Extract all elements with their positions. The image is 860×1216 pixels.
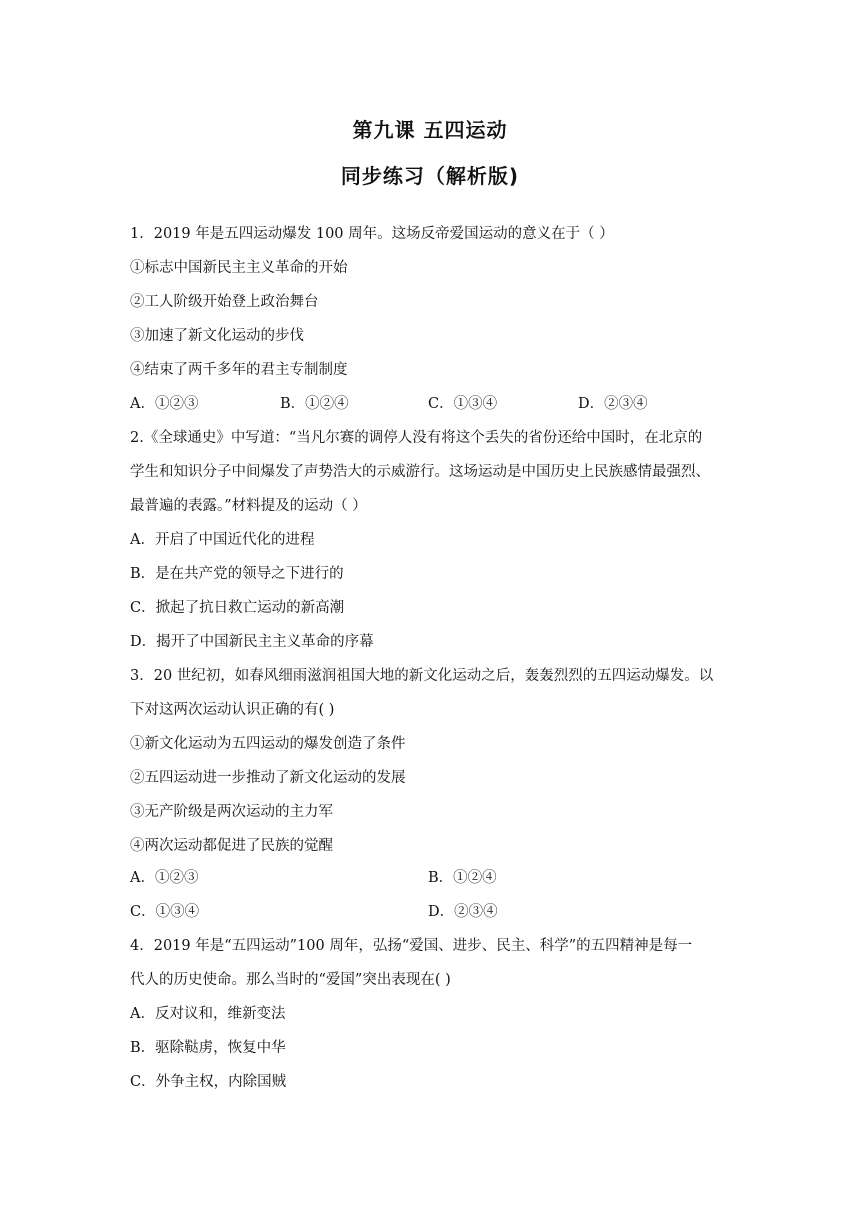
option-b: B．驱除鞑虏，恢复中华 xyxy=(130,1040,286,1056)
question-2-stem: 最普遍的表露。”材料提及的运动（ ） xyxy=(130,498,367,514)
question-1-item: ①标志中国新民主主义革命的开始 xyxy=(130,260,348,276)
option-c: C．①③④ xyxy=(428,396,498,412)
question-2-stem: 2.《全球通史》中写道：“当凡尔赛的调停人没有将这个丢失的省份还给中国时，在北京的 xyxy=(130,430,703,446)
question-3-stem: 3．20 世纪初，如春风细雨滋润祖国大地的新文化运动之后，轰轰烈烈的五四运动爆发。以 xyxy=(130,668,714,684)
option-c: C．①③④ xyxy=(130,904,200,920)
option-d: D．②③④ xyxy=(578,396,648,412)
option-b: B．①②④ xyxy=(280,396,349,412)
option-c: C．外争主权，内除国贼 xyxy=(130,1074,287,1090)
question-3-item: ④两次运动都促进了民族的觉醒 xyxy=(130,838,333,854)
page-title: 第九课 五四运动 xyxy=(352,118,508,142)
option-a: A．反对议和，维新变法 xyxy=(130,1006,286,1022)
option-a: A．开启了中国近代化的进程 xyxy=(130,532,315,548)
question-1-item: ④结束了两千多年的君主专制制度 xyxy=(130,362,348,378)
page-subtitle: 同步练习（解析版) xyxy=(340,164,520,188)
option-a: A．①②③ xyxy=(130,396,199,412)
question-3-stem: 下对这两次运动认识正确的有( ) xyxy=(130,702,335,718)
question-4-stem: 代人的历史使命。那么当时的“爱国”突出表现在( ) xyxy=(130,972,451,988)
option-c: C．掀起了抗日救亡运动的新高潮 xyxy=(130,600,345,616)
question-1-item: ③加速了新文化运动的步伐 xyxy=(130,328,304,344)
question-3-item: ②五四运动进一步推动了新文化运动的发展 xyxy=(130,770,406,786)
option-b: B．①②④ xyxy=(428,870,497,886)
question-3-item: ③无产阶级是两次运动的主力军 xyxy=(130,804,333,820)
question-4-stem: 4．2019 年是“五四运动”100 周年，弘扬“爱国、进步、民主、科学”的五四精神是每一 xyxy=(130,938,693,954)
question-1-item: ②工人阶级开始登上政治舞台 xyxy=(130,294,319,310)
option-d: D．②③④ xyxy=(428,904,498,920)
question-1-stem: 1．2019 年是五四运动爆发 100 周年。这场反帝爱国运动的意义在于（ ） xyxy=(130,226,614,242)
question-3-item: ①新文化运动为五四运动的爆发创造了条件 xyxy=(130,736,406,752)
option-b: B．是在共产党的领导之下进行的 xyxy=(130,566,344,582)
option-d: D．揭开了中国新民主主义革命的序幕 xyxy=(130,634,374,650)
option-a: A．①②③ xyxy=(130,870,199,886)
question-2-stem: 学生和知识分子中间爆发了声势浩大的示威游行。这场运动是中国历史上民族感情最强烈、 xyxy=(130,464,710,480)
